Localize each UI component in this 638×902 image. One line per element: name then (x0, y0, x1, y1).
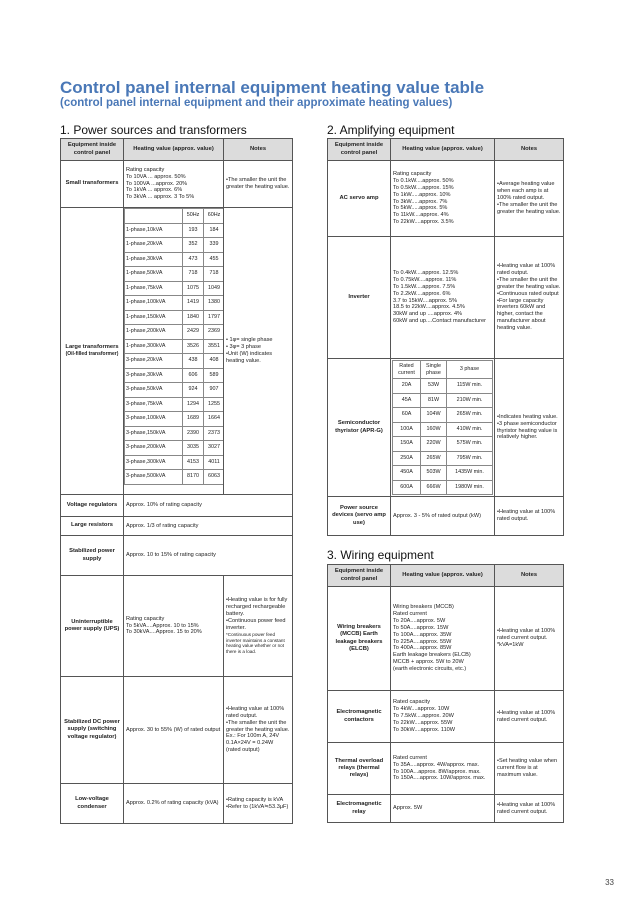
transformer-cell: 3-phase,100kVA (125, 412, 183, 427)
power-source-name: Power source devices (servo amp use) (328, 497, 391, 536)
transformer-row (125, 296, 224, 311)
transformer-cell: 473 (183, 252, 204, 267)
inverter-value: To 0.4kW....approx. 12.5% To 0.75kW....approx. 11% To 1.5kW....approx. 7.5% To 2.2kW....approx. 6% 3.7 to 15kW....approx. 5% 18.5 to 22kW....approx. 4.5% 30kW and up ....approx. 4% 60kW and up....Contact manufacturer (391, 237, 495, 359)
thyristor-cell: 20A (393, 379, 421, 394)
transformer-cell: 3-phase,300kVA (125, 455, 183, 470)
transformer-cell: 1664 (204, 412, 224, 427)
breakers-value: Wiring breakers (MCCB) Rated current To 20A....approx. 5W To 50A....approx. 15W To 100A....approx. 35W To 225A....approx. 55W To 400A....approx. 85W Earth leakage breakers (ELCB) MCCB + approx. 5W to 20W (earth electronic circuits, etc.) (391, 587, 495, 691)
low-voltage-value: Approx. 0.2% of rating capacity (kVA) (124, 784, 224, 824)
thyristor-cell: 81W (421, 393, 447, 408)
servo-name: AC servo amp (328, 161, 391, 237)
large-transformers-name (61, 208, 124, 495)
transformer-row (125, 441, 224, 456)
large-transformers-label: Large transformers (65, 344, 119, 351)
thyristor-row (393, 480, 493, 495)
stabilized-dc-name: Stabilized DC power supply (switching voltage regulator) (61, 677, 124, 784)
transformer-cell: 193 (183, 223, 204, 238)
col-60hz: 60Hz (204, 209, 224, 224)
thyristor-cell: 575W min. (447, 437, 493, 452)
transformer-cell: 3551 (204, 339, 224, 354)
contactors-value: Rated capacity To 4kW....approx. 10W To 7.5kW....approx. 20W To 22kW....approx. 55W To 30kW....approx. 110W (391, 691, 495, 743)
transformer-row (125, 339, 224, 354)
thyristor-col-three: 3 phase (447, 361, 493, 379)
voltage-regulators-value: Approx. 10% of rating capacity (124, 495, 293, 517)
transformer-row (125, 397, 224, 412)
transformer-row (125, 267, 224, 282)
transformer-cell: 1797 (204, 310, 224, 325)
transformer-cell: 3-phase,50kVA (125, 383, 183, 398)
transformer-cell: 184 (204, 223, 224, 238)
power-source-note: •Heating value at 100% rated output. (495, 497, 564, 536)
thyristor-col-single: Single phase (421, 361, 447, 379)
large-resistors-value: Approx. 1/3 of rating capacity (124, 517, 293, 536)
transformer-cell: 1075 (183, 281, 204, 296)
transformer-row (125, 383, 224, 398)
thyristor-cell: 220W (421, 437, 447, 452)
transformer-cell: 1-phase,20kVA (125, 238, 183, 253)
em-relay-name: Electromagnetic relay (328, 795, 391, 823)
amplifying-table (327, 138, 564, 536)
thyristor-cell: 265W (421, 451, 447, 466)
transformer-cell: 1-phase,10kVA (125, 223, 183, 238)
inverter-note: •Heating value at 100% rated output. •The smaller the unit the greater the heating value. •Continuous rated output •For large capacity inverters 60kW and higher, contact the manufacturer about heating value. (495, 237, 564, 359)
thyristor-table (392, 360, 493, 495)
inverter-name: Inverter (328, 237, 391, 359)
transformer-cell: 3035 (183, 441, 204, 456)
servo-note: •Average heating value when each amp is at 100% rated output. •The smaller the unit the greater the heating value. (495, 161, 564, 237)
transformer-cell: 1380 (204, 296, 224, 311)
header-notes: Notes (495, 139, 564, 161)
breakers-note: •Heating value at 100% rated current output. *kVA=1kW (495, 587, 564, 691)
transformer-cell: 1294 (183, 397, 204, 412)
transformer-cell: 1419 (183, 296, 204, 311)
transformer-cell: 1-phase,200kVA (125, 325, 183, 340)
transformer-cell: 718 (204, 267, 224, 282)
header-notes: Notes (495, 565, 564, 587)
transformer-cell: 3-phase,75kVA (125, 397, 183, 412)
transformer-row (125, 310, 224, 325)
transformer-cell: 606 (183, 368, 204, 383)
transformer-row (125, 426, 224, 441)
stabilized-power-value: Approx. 10 to 15% of rating capacity (124, 536, 293, 576)
thyristor-cell: 150A (393, 437, 421, 452)
transformer-cell: 3-phase,500kVA (125, 470, 183, 485)
small-transformers-value: Rating capacity To 10VA ... approx. 50% To 100VA ...approx. 20% To 1kVA ... approx. 6% To 3kVA ... approx. 3 To 5% (124, 161, 224, 208)
transformer-row (125, 223, 224, 238)
page-number: 33 (605, 878, 614, 887)
stabilized-power-name: Stabilized power supply (61, 536, 124, 576)
transformer-cell: 1-phase,100kVA (125, 296, 183, 311)
transformer-cell: 3526 (183, 339, 204, 354)
page-title: Control panel internal equipment heating value table (60, 78, 485, 97)
stabilized-dc-value: Approx. 30 to 55% (W) of rated output (124, 677, 224, 784)
thyristor-cell: 53W (421, 379, 447, 394)
ups-note-small: *Continuous power feed inverter maintains a constant heating value whether or not there is a load. (226, 631, 285, 655)
thermal-note: •Set heating value when current flow is at maximum value. (495, 743, 564, 795)
thyristor-row (393, 422, 493, 437)
thyristor-cell: 250A (393, 451, 421, 466)
thermal-value: Rated current To 35A....approx. 4W/approx. max. To 100A...approx. 8W/approx. max. To 150A....approx. 10W/approx. max. (391, 743, 495, 795)
transformer-cell: 718 (183, 267, 204, 282)
large-resistors-name: Large resistors (61, 517, 124, 536)
header-heating: Heating value (approx. value) (391, 139, 495, 161)
low-voltage-name: Low-voltage condenser (61, 784, 124, 824)
transformer-cell: 2429 (183, 325, 204, 340)
transformer-cell: 1689 (183, 412, 204, 427)
transformer-row (125, 470, 224, 485)
transformer-row (125, 281, 224, 296)
contactors-name: Electromagnetic contactors (328, 691, 391, 743)
transformer-cell: 1-phase,75kVA (125, 281, 183, 296)
section-1-heading: 1. Power sources and transformers (60, 123, 247, 137)
power-sources-table (60, 138, 293, 824)
thyristor-cell: 1980W min. (447, 480, 493, 495)
ups-value: Rating capacity To 5kVA....Approx. 10 to 15% To 30kVA....Approx. 15 to 20% (124, 576, 224, 677)
transformer-cell: 2369 (204, 325, 224, 340)
thyristor-cell: 410W min. (447, 422, 493, 437)
transformer-cell: 907 (204, 383, 224, 398)
header-equipment: Equipment inside control panel (328, 139, 391, 161)
thyristor-row (393, 466, 493, 481)
transformer-row (125, 252, 224, 267)
thyristor-name: Semiconductor thyristor (APR-G) (328, 359, 391, 497)
page-subtitle: (control panel internal equipment and their approximate heating values) (60, 97, 453, 109)
thyristor-cell: 104W (421, 408, 447, 423)
ups-note: •Heating value is for fully recharged rechargeable battery. •Continuous power feed inverter. (226, 597, 288, 631)
header-heating: Heating value (approx. value) (124, 139, 224, 161)
breakers-name: Wiring breakers (MCCB) Earth leakage breakers (ELCB) (328, 587, 391, 691)
transformer-row (125, 412, 224, 427)
thyristor-cell: 160W (421, 422, 447, 437)
low-voltage-note: •Rating capacity is kVA •Refer to (1kVA≒53.3μF) (224, 784, 293, 824)
thyristor-cell: 100A (393, 422, 421, 437)
thyristor-row (393, 393, 493, 408)
header-equipment: Equipment inside control panel (61, 139, 124, 161)
transformer-cell: 352 (183, 238, 204, 253)
em-relay-note: •Heating value at 100% rated current output. (495, 795, 564, 823)
transformer-cell: 1840 (183, 310, 204, 325)
header-equipment: Equipment inside control panel (328, 565, 391, 587)
servo-value: Rating capacity To 0.1kW....approx. 50% To 0.5kW....approx. 15% To 1kW.....approx. 10% To 3kW.....approx. 7% To 5kW.....approx. 5% To 11kW....approx. 4% To 22kW....approx. 3.5% (391, 161, 495, 237)
transformer-cell: 2390 (183, 426, 204, 441)
large-transformers-note: • 1φ= single phase • 3φ= 3 phase •Unit (W) indicates heating value. (224, 208, 293, 495)
transformer-cell: 924 (183, 383, 204, 398)
transformer-cell: 408 (204, 354, 224, 369)
thyristor-cell: 600A (393, 480, 421, 495)
transformer-cell: 2373 (204, 426, 224, 441)
thyristor-row (393, 437, 493, 452)
thyristor-row (393, 379, 493, 394)
thyristor-cell: 265W min. (447, 408, 493, 423)
transformer-cell: 1049 (204, 281, 224, 296)
small-transformers-name: Small transformers (61, 161, 124, 208)
transformer-cell: 3-phase,150kVA (125, 426, 183, 441)
em-relay-value: Approx. 5W (391, 795, 495, 823)
transformer-cell: 455 (204, 252, 224, 267)
transformer-cell: 4011 (204, 455, 224, 470)
transformer-row (125, 368, 224, 383)
col-50hz: 50Hz (183, 209, 204, 224)
transformer-cell: 1-phase,50kVA (125, 267, 183, 282)
ups-name: Uninterruptible power supply (UPS) (61, 576, 124, 677)
thyristor-row (393, 451, 493, 466)
transformer-cell: 1-phase,150kVA (125, 310, 183, 325)
transformer-cell: 1-phase,30kVA (125, 252, 183, 267)
transformer-cell: 339 (204, 238, 224, 253)
thyristor-cell: 1435W min. (447, 466, 493, 481)
thyristor-cell: 115W min. (447, 379, 493, 394)
small-transformers-note: •The smaller the unit the greater the heating value. (224, 161, 293, 208)
voltage-regulators-name: Voltage regulators (61, 495, 124, 517)
transformer-cell: 1-phase,300kVA (125, 339, 183, 354)
contactors-note: •Heating value at 100% rated current output. (495, 691, 564, 743)
thyristor-col-current: Rated current (393, 361, 421, 379)
transformer-row (125, 354, 224, 369)
thyristor-cell: 795W min. (447, 451, 493, 466)
thyristor-cell: 45A (393, 393, 421, 408)
transformer-cell: 3-phase,200kVA (125, 441, 183, 456)
transformer-ratings-table (124, 208, 224, 485)
section-2-heading: 2. Amplifying equipment (327, 123, 455, 137)
transformer-cell: 589 (204, 368, 224, 383)
transformer-cell: 3-phase,20kVA (125, 354, 183, 369)
transformer-row (125, 238, 224, 253)
transformer-row (125, 325, 224, 340)
transformer-cell: 3-phase,30kVA (125, 368, 183, 383)
large-transformers-sublabel: (Oil-filled transformer) (65, 351, 119, 358)
thyristor-note: •Indicates heating value. •3 phase semiconductor thyristor heating value is relatively higher. (495, 359, 564, 497)
wiring-table (327, 564, 564, 823)
header-notes: Notes (224, 139, 293, 161)
stabilized-dc-note: •Heating value at 100% rated output. •The smaller the unit the greater the heating value. Ex.: For 100m A, 24V 0.1A×24V = 0.24W (rated output) (224, 677, 293, 784)
thyristor-cell: 60A (393, 408, 421, 423)
transformer-row (125, 455, 224, 470)
transformer-cell: 3027 (204, 441, 224, 456)
thyristor-row (393, 408, 493, 423)
transformer-cell: 438 (183, 354, 204, 369)
transformer-cell: 4153 (183, 455, 204, 470)
transformer-cell: 1255 (204, 397, 224, 412)
transformer-cell: 8170 (183, 470, 204, 485)
thyristor-cell: 503W (421, 466, 447, 481)
power-source-value: Approx. 3 - 5% of rated output (kW) (391, 497, 495, 536)
thyristor-cell: 210W min. (447, 393, 493, 408)
thyristor-cell: 450A (393, 466, 421, 481)
section-3-heading: 3. Wiring equipment (327, 548, 434, 562)
header-heating: Heating value (approx. value) (391, 565, 495, 587)
thermal-name: Thermal overload relays (thermal relays) (328, 743, 391, 795)
thyristor-cell: 666W (421, 480, 447, 495)
transformer-cell: 6063 (204, 470, 224, 485)
